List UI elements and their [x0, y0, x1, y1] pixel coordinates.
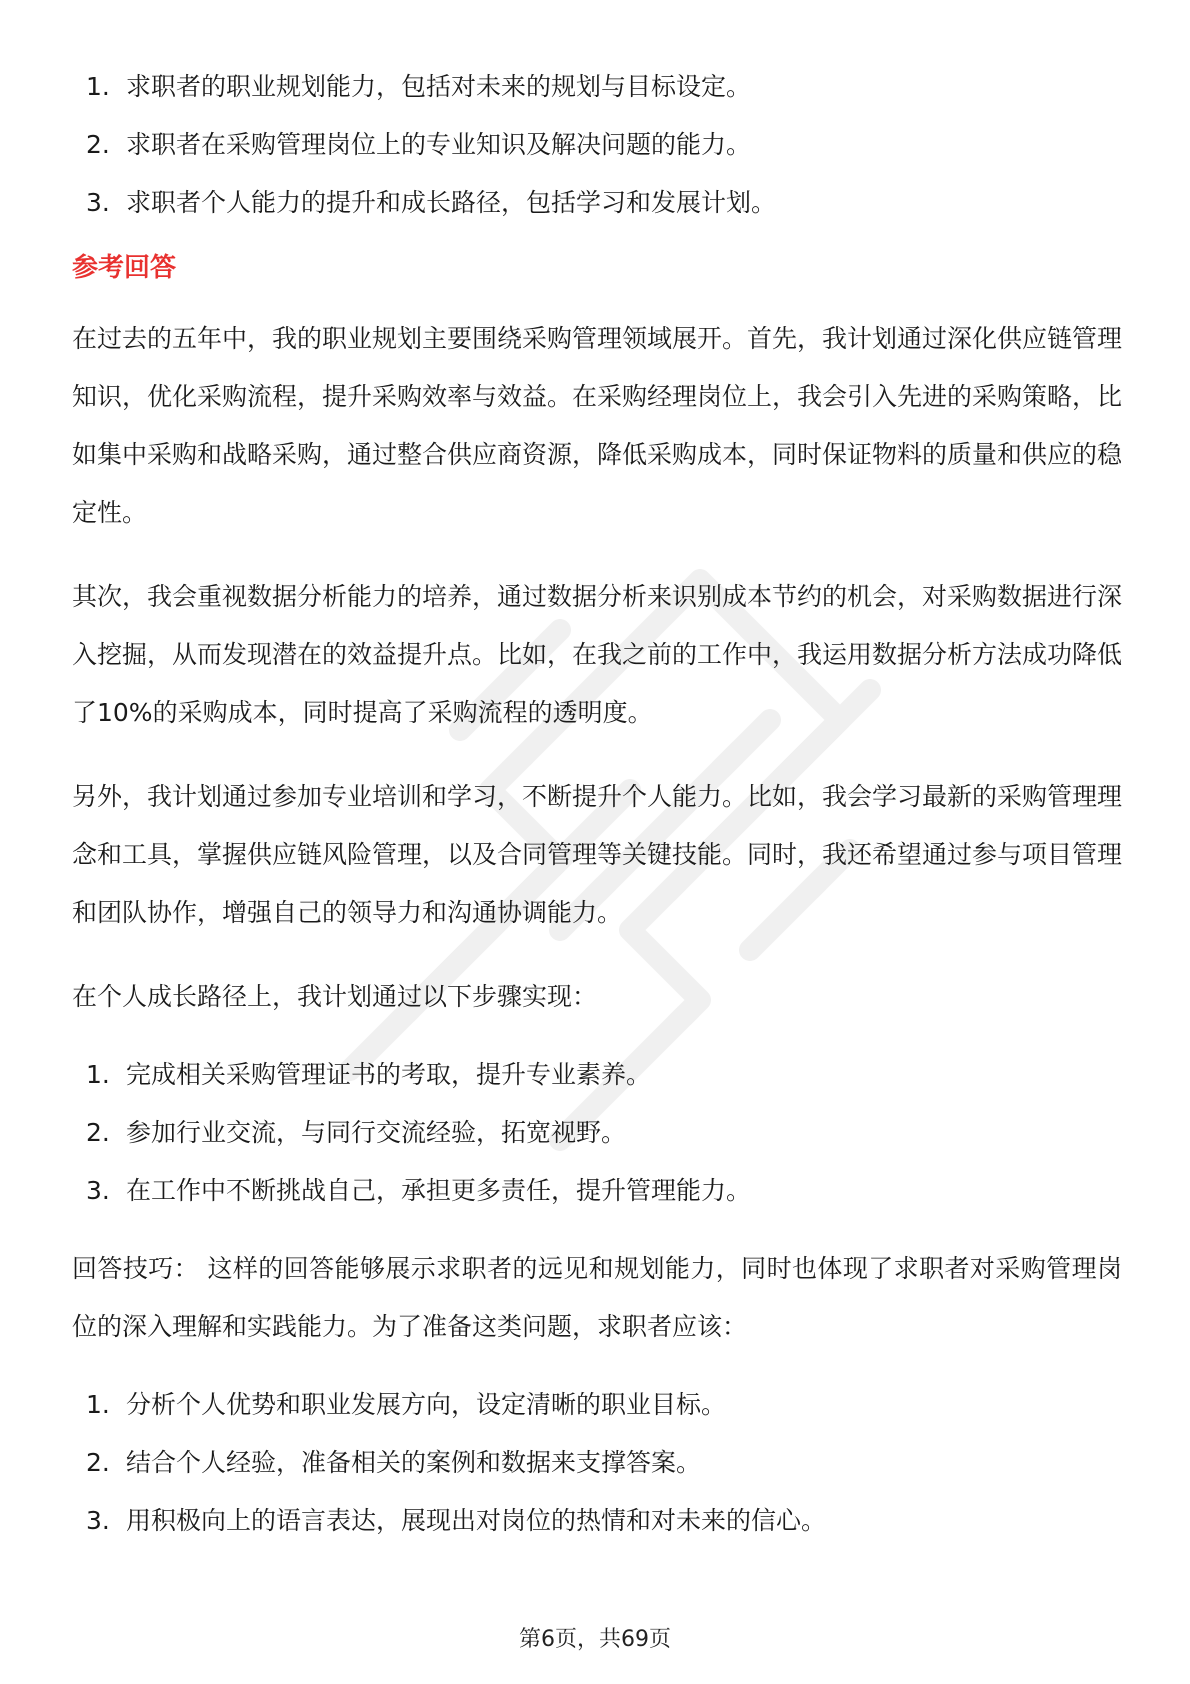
list-item: [72, 1162, 1122, 1220]
list-number: 3.: [86, 1506, 110, 1535]
list-number: 2.: [86, 1448, 110, 1477]
section-heading: 参考回答: [72, 253, 177, 283]
growth-steps-list: [72, 1046, 1122, 1220]
answer-paragraph-1: 在过去的五年中，我的职业规划主要围绕采购管理领域展开。首先，我计划通过深化供应链管理知识，优化采购流程，提升采购效率与效益。在采购经理岗位上，我会引入先进的采购策略，比如集中采购和战略采购，通过整合供应商资源，降低采购成本，同时保证物料的质量和供应的稳定性。: [72, 324, 1123, 527]
list-item: [72, 1046, 1122, 1104]
list-item: [72, 1376, 1122, 1434]
list-number: 2.: [86, 130, 110, 159]
list-item-text: 求职者个人能力的提升和成长路径，包括学习和发展计划。: [126, 188, 777, 217]
list-item-text: 分析个人优势和职业发展方向，设定清晰的职业目标。: [126, 1390, 727, 1419]
answer-paragraph-3: 另外，我计划通过参加专业培训和学习，不断提升个人能力。比如，我会学习最新的采购管理理念和工具，掌握供应链风险管理，以及合同管理等关键技能。同时，我还希望通过参与项目管理和团队协作，增强自己的领导力和沟通协调能力。: [72, 782, 1123, 927]
main-content: [72, 58, 1122, 1550]
list-item-text: 求职者的职业规划能力，包括对未来的规划与目标设定。: [126, 72, 752, 101]
answer-paragraph-4: 在个人成长路径上，我计划通过以下步骤实现：: [72, 982, 598, 1011]
list-item-text: 在工作中不断挑战自己，承担更多责任，提升管理能力。: [126, 1176, 752, 1205]
list-item: [72, 1434, 1122, 1492]
list-number: 1.: [86, 72, 110, 101]
list-item: [72, 174, 1122, 232]
list-item-text: 求职者在采购管理岗位上的专业知识及解决问题的能力。: [126, 130, 752, 159]
spacer: [72, 1220, 1122, 1240]
list-item-text: 用积极向上的语言表达，展现出对岗位的热情和对未来的信心。: [126, 1506, 827, 1535]
list-item: [72, 116, 1122, 174]
preparation-tips-list: [72, 1376, 1122, 1550]
question-focus-list: [72, 58, 1122, 232]
list-number: 1.: [86, 1390, 110, 1419]
list-number: 3.: [86, 1176, 110, 1205]
page-footer: 第6页，共69页: [519, 1627, 671, 1652]
list-number: 1.: [86, 1060, 110, 1089]
answer-paragraph-2: 其次，我会重视数据分析能力的培养，通过数据分析来识别成本节约的机会，对采购数据进行深入挖掘，从而发现潜在的效益提升点。比如，在我之前的工作中，我运用数据分析方法成功降低了10%的采购成本，同时提高了采购流程的透明度。: [72, 582, 1123, 727]
list-item: [72, 58, 1122, 116]
list-item-text: 参加行业交流，与同行交流经验，拓宽视野。: [126, 1118, 627, 1147]
list-number: 3.: [86, 188, 110, 217]
list-item-text: 完成相关采购管理证书的考取，提升专业素养。: [126, 1060, 652, 1089]
list-item: [72, 1492, 1122, 1550]
tips-paragraph: 回答技巧： 这样的回答能够展示求职者的远见和规划能力，同时也体现了求职者对采购管理岗位的深入理解和实践能力。为了准备这类问题，求职者应该：: [72, 1254, 1122, 1341]
list-item-text: 结合个人经验，准备相关的案例和数据来支撑答案。: [126, 1448, 702, 1477]
list-item: [72, 1104, 1122, 1162]
list-number: 2.: [86, 1118, 110, 1147]
